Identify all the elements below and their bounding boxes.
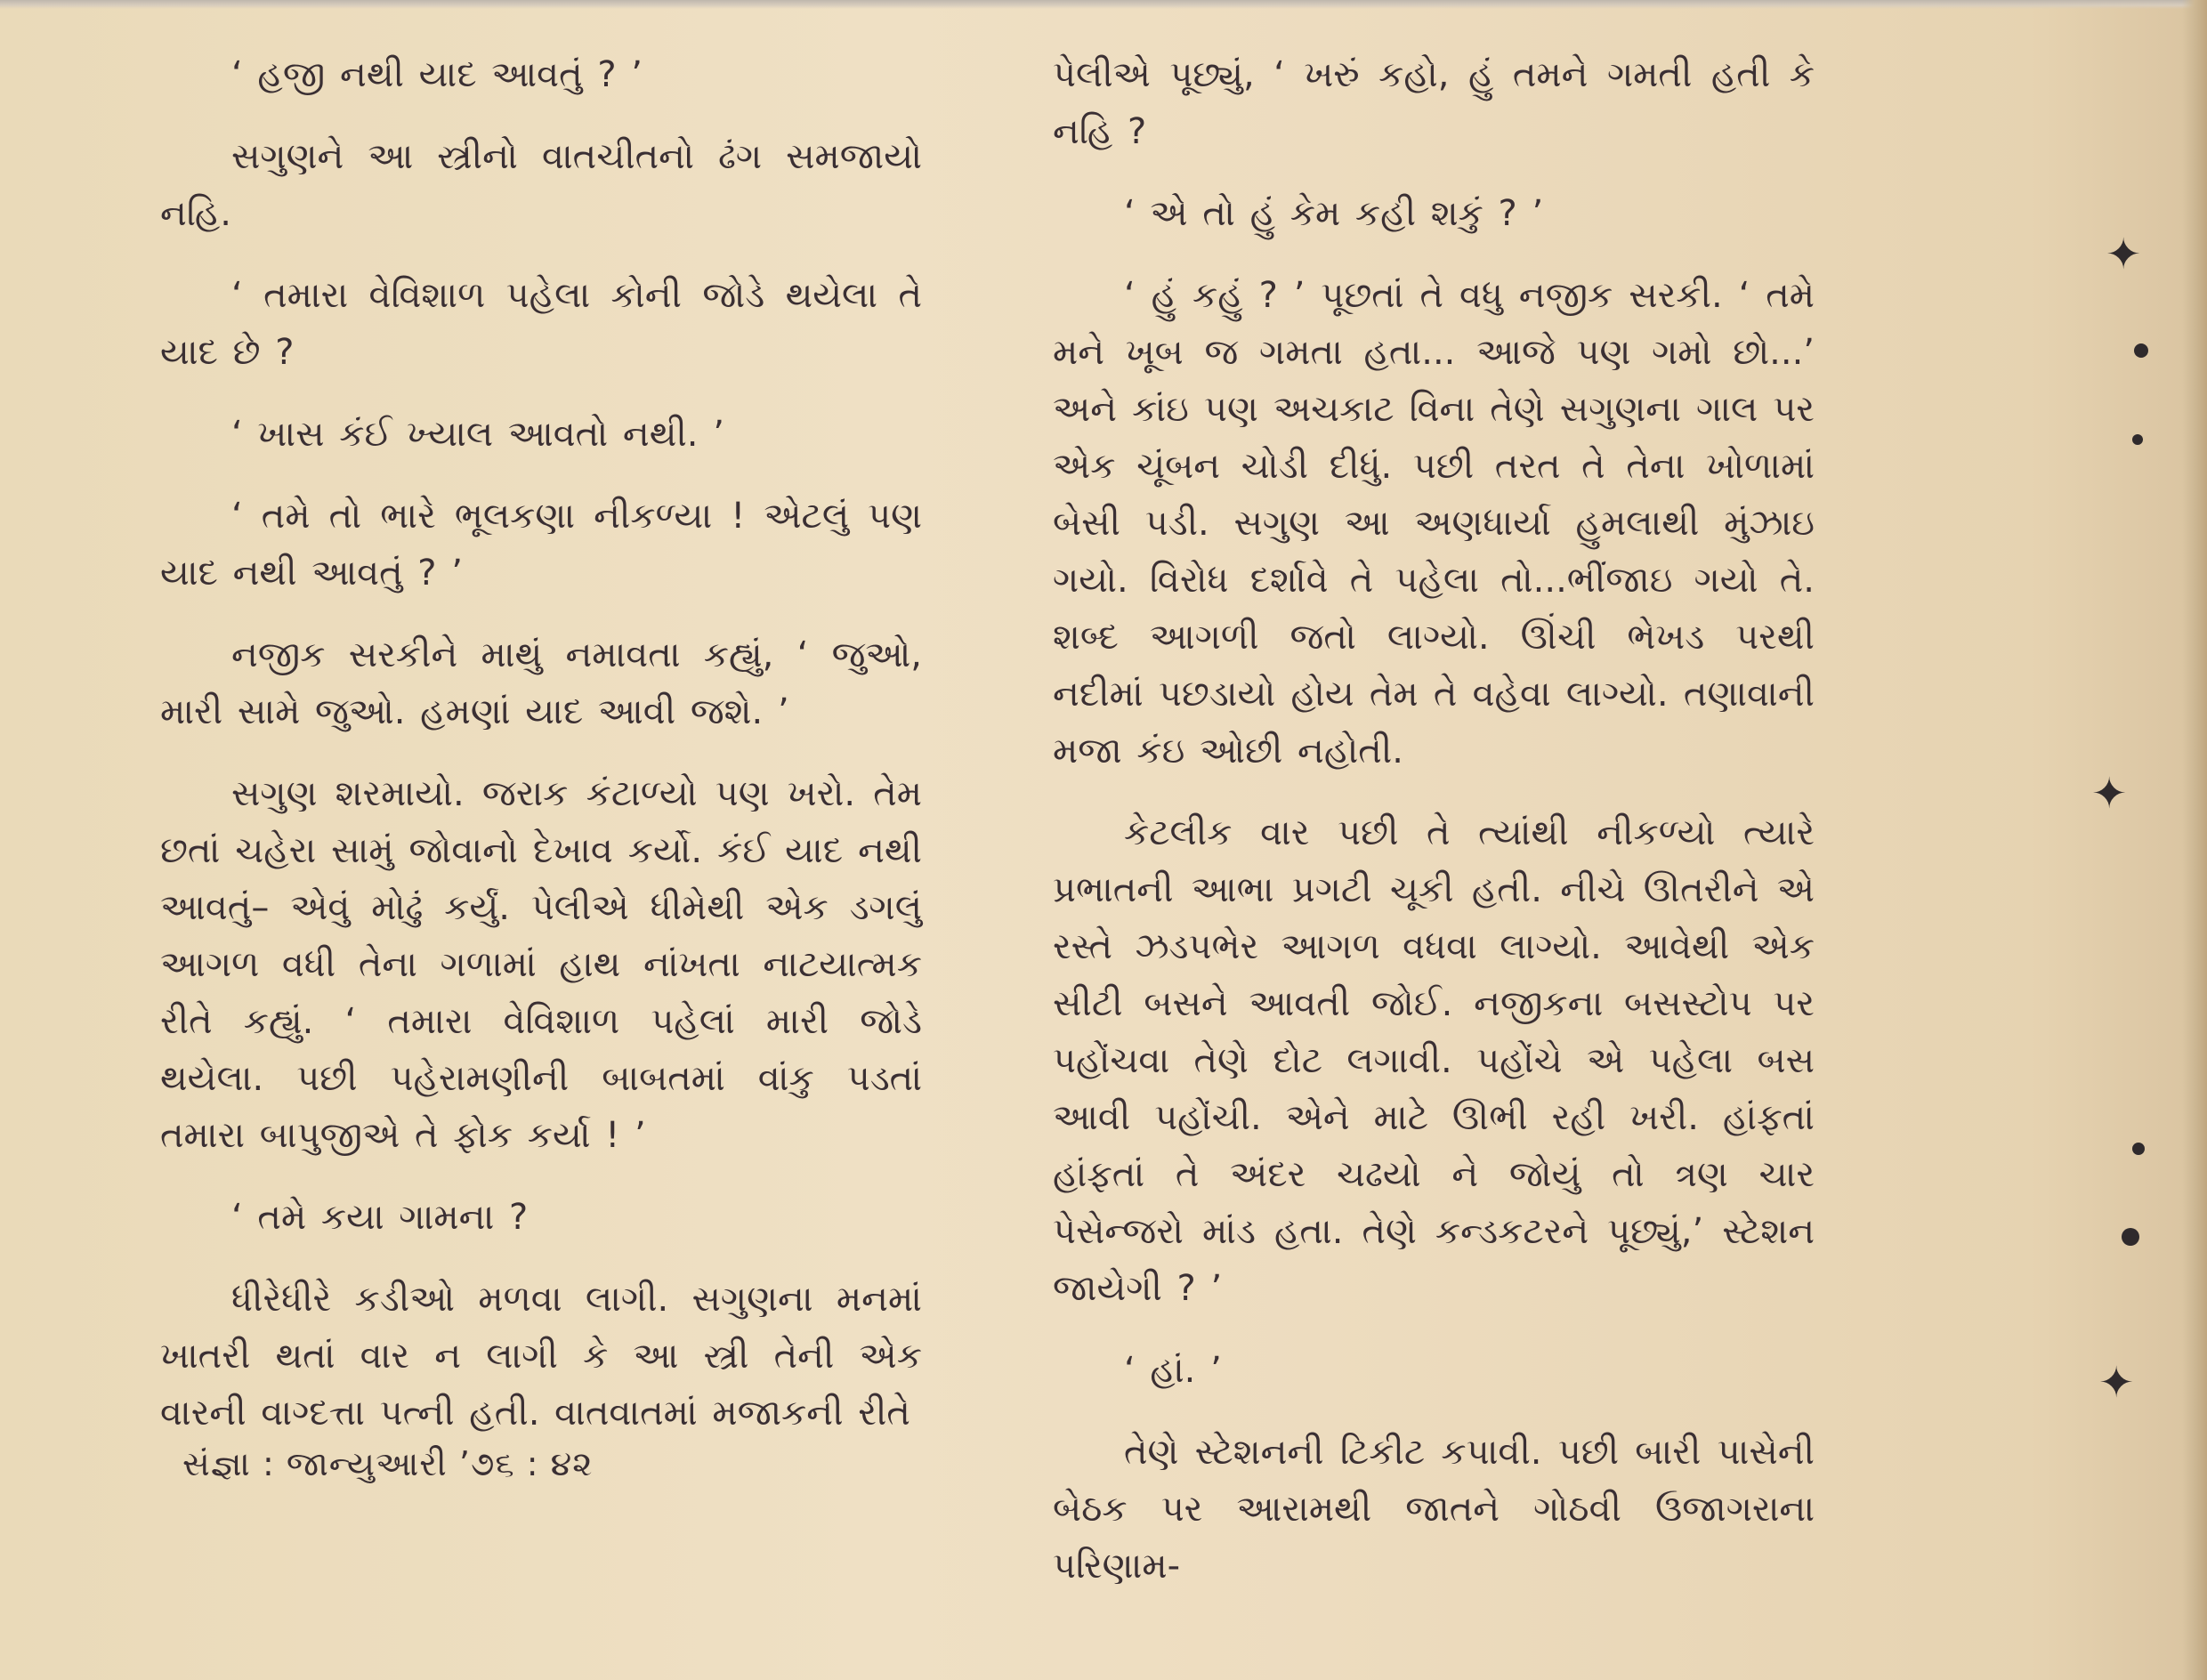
right-column	[1053, 46, 1815, 1619]
paragraph: ‘ તમારા વેવિશાળ પહેલા કોની જોડે થયેલા તે યાદ છે ?	[160, 275, 922, 373]
paragraph: ‘ ખાસ કંઈ ખ્યાલ આવતો નથી. ’	[231, 414, 724, 455]
paragraph: ‘ તમે કયા ગામના ?	[231, 1197, 529, 1238]
paragraph: સગુણ શરમાયો. જરાક કંટાળ્યો પણ ખરો. તેમ છતાં ચહેરા સામું જોવાનો દેખાવ કર્યો. કંઈ યાદ નથી આવતું– એવું મોઢું કર્યું. પેલીએ ધીમેથી એક ડગલું આગળ વધી તેના ગળામાં હાથ નાંખતા નાટયાત્મક રીતે કહ્યું. ‘ તમારા વેવિશાળ પહેલાં મારી જોડે થયેલા. પછી પહેરામણીની બાબતમાં વાંકુ પડતાં તમારા બાપુજીએ તે ફોક કર્યા ! ’	[160, 773, 922, 1156]
paragraph: પેલીએ પૂછ્યું, ‘ ખરું કહો, હું તમને ગમતી હતી કે નહિ ?	[1053, 54, 1815, 152]
left-column	[160, 46, 922, 1466]
paragraph: ‘ તમે તો ભારે ભૂલકણા નીકળ્યા ! એટલું પણ યાદ નથી આવતું ? ’	[160, 496, 922, 594]
binding-tear-mark: ✦	[2091, 769, 2128, 819]
binding-hole	[2134, 343, 2148, 358]
paragraph: ‘ એ તો હું કેમ કહી શકું ? ’	[1124, 193, 1544, 234]
page-footer: સંજ્ઞા : જાન્યુઆરી ’૭૬ : ૪૨	[182, 1444, 594, 1483]
paragraph: સગુણને આ સ્ત્રીનો વાતચીતનો ઢંગ સમજાયો નહિ.	[160, 136, 922, 234]
paragraph: ‘ હજી નથી યાદ આવતું ? ’	[231, 54, 643, 95]
page-top-edge	[0, 0, 2207, 9]
binding-tear-mark: ✦	[2098, 1358, 2135, 1408]
paragraph: ધીરેધીરે કડીઓ મળવા લાગી. સગુણના મનમાં ખાતરી થતાં વાર ન લાગી કે આ સ્ત્રી તેની એક વારની વાગ્દત્તા પત્ની હતી. વાતવાતમાં મજાકની રીતે	[160, 1279, 922, 1434]
binding-tear-mark: ✦	[2106, 230, 2142, 279]
paragraph: ‘ હાં. ’	[1124, 1350, 1222, 1391]
paragraph: નજીક સરકીને માથું નમાવતા કહ્યું, ‘ જુઓ, મારી સામે જુઓ. હમણાં યાદ આવી જશે. ’	[160, 634, 922, 732]
binding-hole	[2132, 1143, 2145, 1155]
paragraph: કેટલીક વાર પછી તે ત્યાંથી નીકળ્યો ત્યારે પ્રભાતની આભા પ્રગટી ચૂકી હતી. નીચે ઊતરીને એ રસ્તે ઝડપભેર આગળ વધવા લાગ્યો. આવેથી એક સીટી બસને આવતી જોઈ. નજીકના બસસ્ટોપ પર પહોંચવા તેણે દોટ લગાવી. પહોંચે એ પહેલા બસ આવી પહોંચી. એને માટે ઊભી રહી ખરી. હાંફતાં હાંફતાં તે અંદર ચઢયો ને જોયું તો ત્રણ ચાર પેસેન્જરો માંડ હતા. તેણે કન્ડકટરને પૂછ્યું,’ સ્ટેશન જાયેગી ? ’	[1053, 812, 1815, 1309]
paragraph: ‘ હું કહું ? ’ પૂછતાં તે વધુ નજીક સરકી. ‘ તમે મને ખૂબ જ ગમતા હતા... આજે પણ ગમો છો...’ અને કાંઇ પણ અચકાટ વિના તેણે સગુણના ગાલ પર એક ચૂંબન ચોડી દીધું. પછી તરત તે તેના ખોળામાં બેસી પડી. સગુણ આ અણધાર્યા હુમલાથી મુંઝાઇ ગયો. વિરોધ દર્શાવે તે પહેલા તો...ભીંજાઇ ગયો તે. શબ્દ આગળી જતો લાગ્યો. ઊંચી ભેખડ પરથી નદીમાં પછડાયો હોય તેમ તે વહેવા લાગ્યો. તણાવાની મજા કંઇ ઓછી નહોતી.	[1053, 275, 1815, 771]
binding-hole	[2132, 434, 2143, 445]
page-right-edge	[2182, 0, 2207, 1680]
binding-hole	[2122, 1228, 2139, 1246]
paragraph: તેણે સ્ટેશનની ટિકીટ કપાવી. પછી બારી પાસેની બેઠક પર આરામથી જાતને ગોઠવી ઉજાગરાના પરિણામ-	[1053, 1432, 1815, 1587]
